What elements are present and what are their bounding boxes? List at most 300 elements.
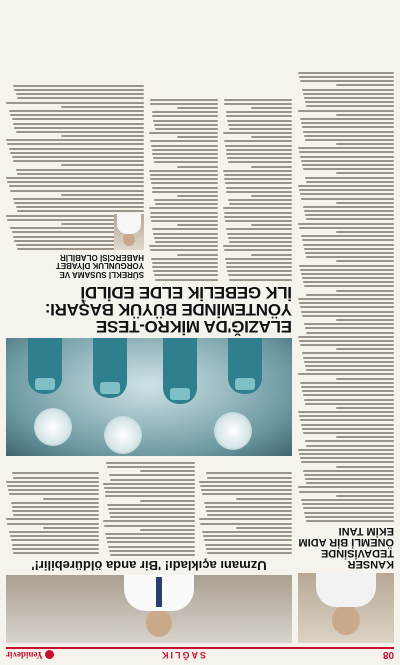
body-text-line <box>229 128 292 130</box>
body-text-line <box>336 290 394 292</box>
body-text-line <box>16 131 144 133</box>
main-headline: ELAZIĞ'DA MİKRO-TESE YÖNTEMİNDE BÜYÜK BAŞARI: İLK GEBELİK ELDE EDİLDİ <box>45 282 292 336</box>
body-text-line <box>302 503 394 505</box>
body-text-line <box>177 166 218 168</box>
body-text-line <box>16 206 144 208</box>
doctor-photo <box>6 575 292 643</box>
body-text-line <box>199 519 292 521</box>
body-text-line <box>305 478 394 480</box>
body-text-line <box>304 323 394 325</box>
body-text-line <box>251 224 292 226</box>
body-text-line <box>6 177 144 179</box>
body-text-line <box>9 493 99 495</box>
body-text-line <box>336 143 394 145</box>
body-text-line <box>300 306 394 308</box>
body-text-line <box>204 502 292 504</box>
body-text-line <box>300 193 394 195</box>
body-text-line <box>301 499 394 501</box>
body-text-line <box>10 535 99 537</box>
body-text-line <box>150 212 218 214</box>
body-text-line <box>306 369 394 371</box>
body-text-line <box>17 211 144 213</box>
body-text-line <box>9 185 144 187</box>
body-text-line <box>12 156 144 158</box>
body-text-line <box>303 357 394 359</box>
page-number: 08 <box>382 649 394 661</box>
body-text-line <box>227 120 292 122</box>
body-text-line <box>12 548 98 550</box>
body-text-line <box>150 178 218 180</box>
body-text-line <box>302 315 394 317</box>
body-text-line <box>14 202 144 204</box>
body-text-line <box>13 514 98 516</box>
body-text-line <box>224 141 292 143</box>
body-text-line <box>226 111 292 113</box>
surgery-photo <box>6 338 292 456</box>
body-text-line <box>109 550 195 552</box>
body-text-line <box>110 554 195 556</box>
body-text-line <box>43 527 99 529</box>
body-text-line <box>154 124 218 126</box>
body-text-line <box>302 277 394 279</box>
body-text-line <box>155 203 218 205</box>
body-text-line <box>306 482 394 484</box>
logo-mark-icon <box>45 651 54 660</box>
body-text-line <box>304 97 394 99</box>
body-text-line <box>302 353 394 355</box>
body-text-line <box>336 260 394 262</box>
body-text-line <box>152 153 218 155</box>
body-text-line <box>9 531 99 533</box>
body-text-line <box>152 191 218 193</box>
body-text-line <box>303 394 394 396</box>
body-text-line <box>16 93 144 95</box>
body-text-line <box>201 489 292 491</box>
body-text-line <box>206 472 292 474</box>
body-text-line <box>299 189 394 191</box>
body-text-line <box>204 539 292 541</box>
body-text-line <box>298 373 394 375</box>
body-text-line <box>154 199 218 201</box>
body-text-line <box>303 131 394 133</box>
body-text-line <box>225 182 292 184</box>
body-text-line <box>7 144 144 146</box>
body-text-line <box>13 477 98 479</box>
body-text-line <box>223 208 292 210</box>
body-text-line <box>298 449 394 451</box>
body-text-line <box>10 152 144 154</box>
body-text-line <box>336 495 394 497</box>
body-text-line <box>151 258 218 260</box>
body-text-line <box>226 153 292 155</box>
body-text-line <box>154 161 218 163</box>
body-text-line <box>306 445 394 447</box>
body-text-line <box>306 181 394 183</box>
body-text-line <box>152 187 218 189</box>
body-text-line <box>224 99 292 101</box>
body-text-line <box>106 537 195 539</box>
body-text-line <box>224 212 292 214</box>
body-text-line <box>13 198 144 200</box>
body-text-line <box>306 520 394 522</box>
main-area <box>6 6 292 643</box>
body-text-line <box>199 481 292 483</box>
body-text-line <box>9 110 144 112</box>
body-text-line <box>150 216 218 218</box>
body-text-line <box>202 493 292 495</box>
body-text-line <box>298 336 394 338</box>
body-text-line <box>202 531 292 533</box>
body-text-line <box>12 472 98 474</box>
body-text-line <box>303 244 394 246</box>
body-text-line <box>306 219 394 221</box>
body-text-line <box>303 507 394 509</box>
body-text-line <box>301 386 394 388</box>
body-text-line <box>7 485 99 487</box>
body-text-line <box>228 161 292 163</box>
body-text-line <box>105 491 196 493</box>
body-text-line <box>152 115 218 117</box>
body-text-line <box>336 466 394 468</box>
body-text-line <box>336 85 394 87</box>
body-text-line <box>304 135 394 137</box>
body-text-line <box>205 506 292 508</box>
body-text-line <box>224 216 292 218</box>
body-text-line <box>304 286 394 288</box>
body-text-line <box>6 102 144 104</box>
body-text-line <box>336 319 394 321</box>
body-text-line <box>200 485 292 487</box>
body-text-line <box>151 182 218 184</box>
doctor-portrait-photo <box>298 573 394 643</box>
body-text-line <box>7 523 99 525</box>
side-article <box>6 83 144 281</box>
body-text-line <box>11 502 99 504</box>
body-text-line <box>304 399 394 401</box>
body-text-line <box>154 275 218 277</box>
body-text-line <box>298 487 394 489</box>
body-text-line <box>104 487 196 489</box>
body-text-line <box>300 156 394 158</box>
body-text-line <box>298 185 394 187</box>
body-text-line <box>206 510 292 512</box>
body-text-line <box>301 273 394 275</box>
body-text-line <box>13 123 144 125</box>
body-text-line <box>299 265 394 267</box>
body-text-line <box>225 258 292 260</box>
body-text-line <box>303 432 394 434</box>
body-text-line <box>12 506 99 508</box>
side-doctor-photo <box>114 214 144 250</box>
body-text-line <box>226 262 292 264</box>
left-article-title: KANSER TEDAVİSİNDE ÖNEMLİ BİR ADIM EKİM TANI <box>298 525 394 570</box>
body-text-line <box>152 149 218 151</box>
body-text-line <box>104 525 196 527</box>
body-text-line <box>298 223 394 225</box>
body-text-line <box>301 160 394 162</box>
body-text-line <box>224 174 292 176</box>
logo-text: Yenidevir <box>6 650 43 660</box>
body-text-line <box>251 166 292 168</box>
body-text-line <box>12 510 98 512</box>
body-text-line <box>300 80 394 82</box>
body-text-line <box>298 298 394 300</box>
body-text-line <box>150 141 218 143</box>
body-text-line <box>6 519 99 521</box>
body-text-line <box>303 206 394 208</box>
bottom-articles <box>6 83 292 281</box>
body-text-line <box>236 527 292 529</box>
body-text-line <box>336 114 394 116</box>
body-text-line <box>336 231 394 233</box>
body-text-line <box>305 440 394 442</box>
body-text-line <box>229 203 292 205</box>
body-text-line <box>306 294 394 296</box>
body-text-line <box>304 474 394 476</box>
body-text-line <box>299 453 394 455</box>
body-text-line <box>61 194 144 196</box>
body-text-line <box>299 491 394 493</box>
body-text-line <box>305 327 394 329</box>
body-text-line <box>251 254 292 256</box>
body-text-line <box>302 89 394 91</box>
body-text-line <box>305 252 394 254</box>
body-text-line <box>300 118 394 120</box>
body-text-line <box>223 245 292 247</box>
body-text-line <box>207 552 292 554</box>
body-text-line <box>225 145 292 147</box>
body-text-line <box>227 157 292 159</box>
body-text-line <box>301 235 394 237</box>
body-text-line <box>224 249 292 251</box>
body-text-line <box>207 477 292 479</box>
body-text-line <box>228 199 292 201</box>
body-text-line <box>155 128 218 130</box>
body-text-line <box>299 415 394 417</box>
body-text-line <box>206 548 292 550</box>
body-text-line <box>9 148 144 150</box>
body-text-line <box>336 348 394 350</box>
body-text-line <box>14 127 144 129</box>
body-text-line <box>151 220 218 222</box>
body-text-line <box>226 266 292 268</box>
body-text-line <box>299 302 394 304</box>
body-text-line <box>301 461 394 463</box>
body-text-line <box>152 262 218 264</box>
body-text-line <box>149 245 218 247</box>
body-text-line <box>305 214 394 216</box>
body-text-line <box>227 270 292 272</box>
body-text-line <box>305 365 394 367</box>
body-text-line <box>43 498 99 500</box>
body-text-line <box>304 361 394 363</box>
body-text-line <box>228 237 292 239</box>
body-text-line <box>61 106 144 108</box>
body-text-line <box>13 85 144 87</box>
body-text-line <box>223 132 292 134</box>
body-text-line <box>305 516 394 518</box>
body-text-line <box>152 266 218 268</box>
body-text-line <box>300 420 394 422</box>
body-text-line <box>16 169 144 171</box>
body-text-line <box>153 233 218 235</box>
body-text-line <box>153 270 218 272</box>
body-text-line <box>108 508 195 510</box>
body-text-line <box>225 220 292 222</box>
body-text-line <box>155 279 218 281</box>
body-text-line <box>226 115 292 117</box>
body-text-line <box>303 168 394 170</box>
body-text-line <box>103 483 196 485</box>
body-text-line <box>305 177 394 179</box>
body-text-line <box>298 147 394 149</box>
body-text-line <box>106 462 195 464</box>
body-text-line <box>154 237 218 239</box>
body-text-line <box>155 241 218 243</box>
second-headline: Uzmanı açıkladı! 'Bir anda öldürebilir!' <box>31 558 267 573</box>
body-text-line <box>306 105 394 107</box>
body-text-line <box>153 157 218 159</box>
body-text-line <box>298 110 394 112</box>
body-text-line <box>10 190 144 192</box>
second-article-body <box>6 460 292 556</box>
body-text-line <box>152 111 218 113</box>
left-column-article <box>298 6 394 643</box>
body-text-line <box>149 132 218 134</box>
body-text-line <box>150 103 218 105</box>
body-text-line <box>305 101 394 103</box>
newspaper-logo <box>6 650 76 660</box>
body-text-line <box>14 89 144 91</box>
body-text-line <box>251 136 292 138</box>
body-text-line <box>300 457 394 459</box>
body-text-line <box>177 254 218 256</box>
body-text-line <box>17 97 144 99</box>
body-text-line <box>110 479 195 481</box>
body-text-line <box>17 173 144 175</box>
body-text-line <box>301 311 394 313</box>
body-text-line <box>302 428 394 430</box>
body-text-line <box>302 390 394 392</box>
body-text-line <box>8 489 99 491</box>
body-text-line <box>107 466 195 468</box>
body-text-line <box>107 541 195 543</box>
body-text-line <box>61 164 144 166</box>
side-article-title: SÜREKLİ SUSAMA VE YORGUNLUK DİYABET HABERCİSİ OLABİLİR <box>55 252 144 279</box>
body-text-line <box>13 160 144 162</box>
body-text-line <box>153 120 218 122</box>
body-text-line <box>300 382 394 384</box>
body-text-line <box>228 124 292 126</box>
body-text-line <box>150 174 218 176</box>
body-text-line <box>203 535 292 537</box>
body-text-line <box>251 195 292 197</box>
body-text-line <box>177 107 218 109</box>
body-text-line <box>140 470 196 472</box>
body-text-line <box>108 546 195 548</box>
section-title: SAĞLIK <box>160 650 207 660</box>
body-text-line <box>223 170 292 172</box>
body-text-line <box>226 191 292 193</box>
body-text-line <box>177 136 218 138</box>
body-text-line <box>13 552 98 554</box>
body-text-line <box>299 340 394 342</box>
body-text-line <box>298 72 394 74</box>
body-text-line <box>151 145 218 147</box>
body-text-line <box>177 224 218 226</box>
body-text-line <box>140 500 196 502</box>
body-text-line <box>150 99 218 101</box>
body-text-line <box>303 470 394 472</box>
body-text-line <box>302 164 394 166</box>
body-text-line <box>149 208 218 210</box>
body-text-line <box>336 436 394 438</box>
body-text-line <box>109 474 195 476</box>
body-text-line <box>109 512 195 514</box>
body-text-line <box>224 178 292 180</box>
body-text-line <box>103 521 196 523</box>
body-text-line <box>140 529 196 531</box>
body-text-line <box>107 504 195 506</box>
body-text-line <box>229 241 292 243</box>
body-text-line <box>251 107 292 109</box>
body-text-line <box>304 248 394 250</box>
body-text-line <box>299 227 394 229</box>
body-text-line <box>301 424 394 426</box>
body-text-line <box>61 135 144 137</box>
body-text-line <box>302 126 394 128</box>
body-text-line <box>298 411 394 413</box>
body-text-line <box>12 118 144 120</box>
body-text-line <box>299 76 394 78</box>
body-text-line <box>205 544 292 546</box>
body-text-line <box>177 195 218 197</box>
body-text-line <box>336 378 394 380</box>
body-text-line <box>336 202 394 204</box>
body-text-line <box>302 239 394 241</box>
body-text-line <box>228 275 292 277</box>
body-text-line <box>305 403 394 405</box>
body-text-line <box>227 233 292 235</box>
body-text-line <box>301 198 394 200</box>
body-text-line <box>110 516 195 518</box>
body-text-line <box>6 139 144 141</box>
body-text-line <box>303 281 394 283</box>
left-article-body <box>298 72 394 522</box>
body-text-line <box>236 498 292 500</box>
body-text-line <box>306 256 394 258</box>
body-text-line <box>226 187 292 189</box>
body-text-line <box>200 523 292 525</box>
body-text-line <box>11 539 99 541</box>
body-text-line <box>152 228 218 230</box>
body-text-line <box>105 533 195 535</box>
body-text-line <box>304 210 394 212</box>
body-text-line <box>105 495 195 497</box>
body-text-line <box>224 103 292 105</box>
body-text-line <box>299 152 394 154</box>
body-text-line <box>303 93 394 95</box>
body-text-line <box>150 249 218 251</box>
body-text-line <box>226 228 292 230</box>
body-text-line <box>336 407 394 409</box>
body-text-line <box>10 114 144 116</box>
body-text-line <box>12 544 99 546</box>
body-text-line <box>305 139 394 141</box>
body-text-line <box>301 122 394 124</box>
masthead <box>6 647 394 661</box>
body-text-line <box>149 170 218 172</box>
